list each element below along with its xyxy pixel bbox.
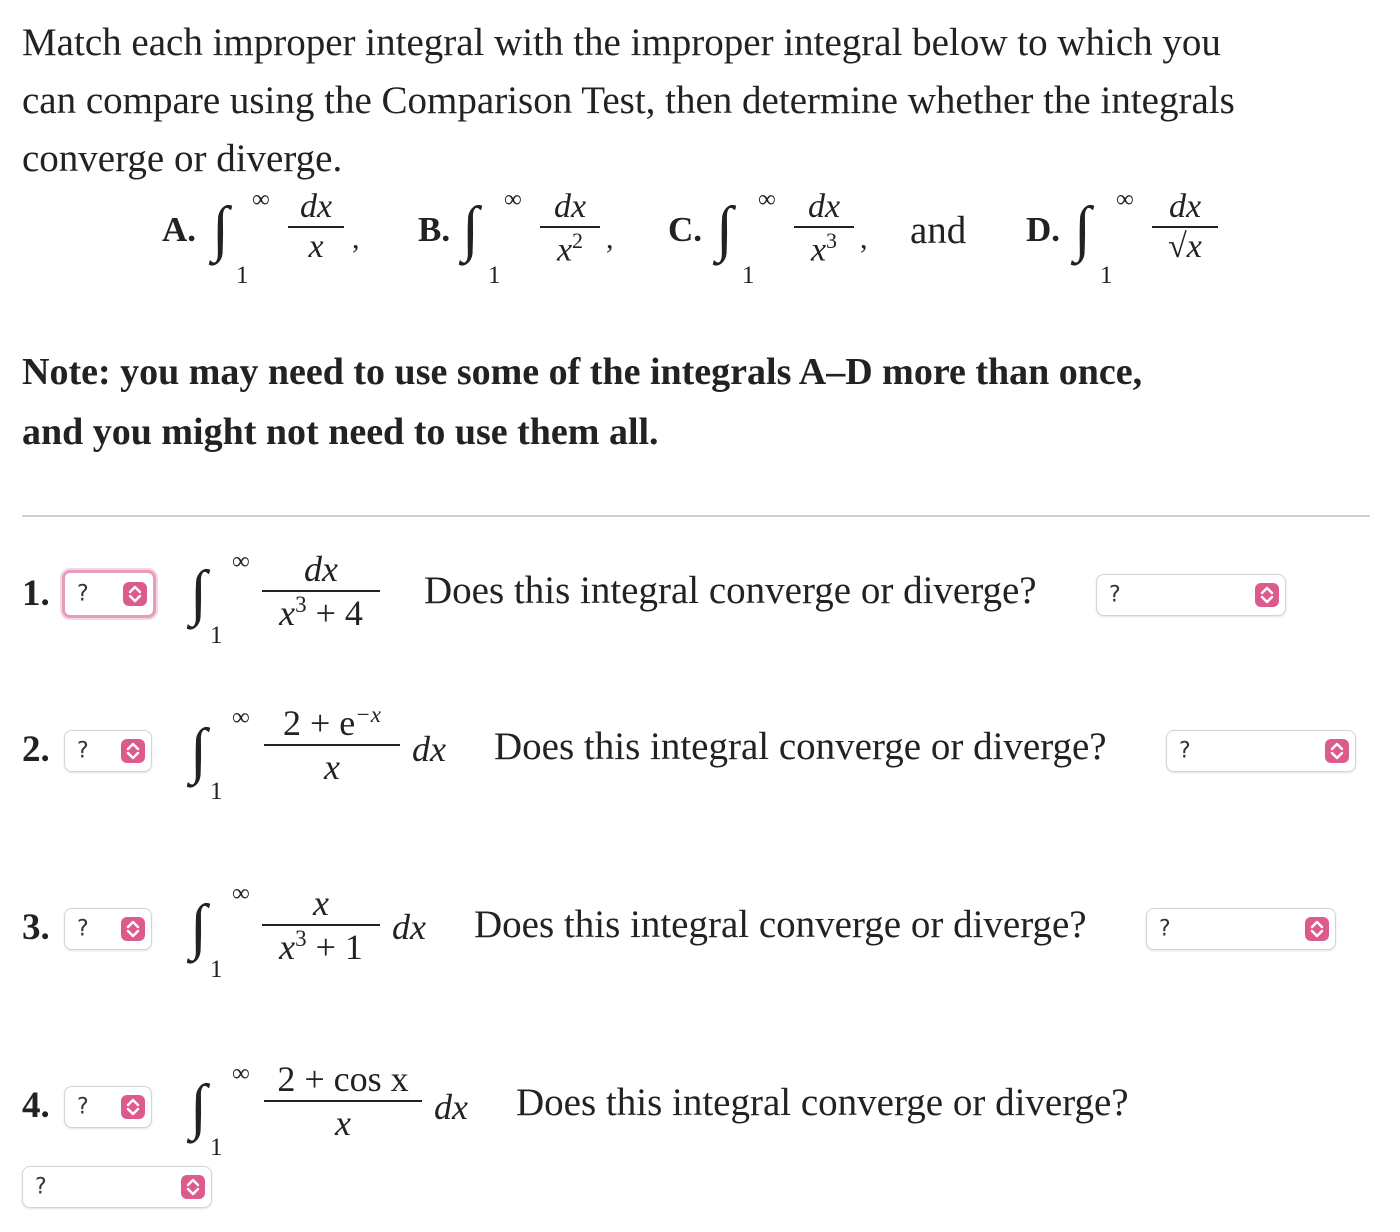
lower-limit: 1 [210,956,223,983]
integral-sign-d: ∫ [1074,195,1091,263]
note-line-2: and you might not need to use them all. [22,411,659,453]
select-value: ? [1159,916,1171,942]
upper-limit: ∞ [232,704,250,731]
match-select-4[interactable] [64,1086,152,1128]
denominator-c: $x^3$ [810,228,838,269]
integrand-fraction [264,702,400,788]
select-value: ? [77,581,89,607]
denominator: $x^3 + 1$ [279,926,363,967]
numerator: dx [304,549,338,589]
ref-label-b: B. [418,210,451,249]
upper-limit-b: ∞ [504,186,522,213]
question-number: 3. [22,907,50,948]
numerator-a: dx [299,188,333,225]
lower-limit: 1 [210,778,223,805]
separator-a: , [352,222,360,255]
converge-prompt: Does this integral converge or diverge? [516,1081,1129,1124]
instructions-line-1: Match each improper integral with the improper integral below to which you [22,21,1221,64]
converge-prompt: Does this integral converge or diverge? [494,725,1107,768]
lower-limit-c: 1 [742,262,755,289]
integrand-fraction [262,548,380,634]
fraction-a [288,188,344,266]
differential: dx [412,729,446,769]
exponent-b: 2 [572,228,584,253]
note-line-1: Note: you may need to use some of the integrals A–D more than once, [22,351,1143,393]
fraction-b [540,188,600,269]
lower-limit-d: 1 [1100,262,1113,289]
match-select-2[interactable] [64,730,152,772]
numerator-b: dx [553,188,587,225]
converge-prompt: Does this integral converge or diverge? [474,903,1087,946]
instructions [22,14,1372,188]
upper-limit: ∞ [232,880,250,907]
upper-limit-c: ∞ [758,186,776,213]
denominator: $x^3 + 4$ [279,592,363,633]
denominator: x [324,747,340,787]
chevron-up-down-icon [121,917,145,941]
differential: dx [434,1087,468,1127]
denominator: x [335,1103,351,1143]
denominator-d: √x [1168,228,1202,265]
select-value: ? [77,1094,89,1120]
integral-sign-b: ∫ [462,195,479,263]
lower-limit: 1 [210,1134,223,1161]
ref-label-d: D. [1026,210,1061,249]
select-value: ? [1109,582,1121,608]
fraction-c [794,188,854,269]
differential: dx [392,907,426,947]
integral-sign-a: ∫ [212,195,229,263]
converge-select-2[interactable] [1166,730,1356,772]
note [22,342,1372,462]
divider [22,515,1370,517]
separator-c: , [860,222,868,255]
chevron-up-down-icon [123,582,147,606]
match-select-3[interactable] [64,908,152,950]
upper-limit: ∞ [232,548,250,575]
exponent-c: 3 [826,228,838,253]
question-number: 2. [22,729,50,770]
separator-b: , [606,222,614,255]
lower-limit-b: 1 [488,262,501,289]
chevron-up-down-icon [121,739,145,763]
integral-sign: ∫ [190,1073,207,1141]
chevron-up-down-icon [1325,739,1349,763]
chevron-up-down-icon [181,1175,205,1199]
match-select-1[interactable] [62,570,156,618]
select-value: ? [1179,738,1191,764]
integrand-fraction [264,1058,422,1144]
lower-limit: 1 [210,622,223,649]
lower-limit-a: 1 [236,262,249,289]
converge-prompt: Does this integral converge or diverge? [424,569,1037,612]
denominator-a: x [308,228,324,265]
and-word: and [910,209,967,252]
ref-label-c: C. [668,210,703,249]
integral-sign: ∫ [190,559,207,627]
question-number: 1. [22,573,50,614]
integral-sign-c: ∫ [716,195,733,263]
numerator-d: dx [1168,188,1202,225]
integral-sign: ∫ [190,717,207,785]
chevron-up-down-icon [1305,917,1329,941]
numerator: $2 + e^{-x}$ [282,702,381,743]
converge-select-3[interactable] [1146,908,1336,950]
numerator: 2 + cos x [277,1059,409,1099]
fraction-d [1152,188,1218,266]
denominator-b: $x^2$ [556,228,584,269]
select-value: ? [77,916,89,942]
question-number: 4. [22,1085,50,1126]
converge-select-4[interactable] [22,1166,212,1208]
select-value: ? [77,738,89,764]
instructions-line-3: converge or diverge. [22,137,343,180]
integral-sign: ∫ [190,893,207,961]
numerator: x [313,883,329,923]
chevron-up-down-icon [121,1095,145,1119]
ref-label-a: A. [162,210,197,249]
upper-limit-a: ∞ [252,186,270,213]
upper-limit: ∞ [232,1060,250,1087]
integrand-fraction [262,882,380,968]
select-value: ? [35,1174,47,1200]
converge-select-1[interactable] [1096,574,1286,616]
numerator-c: dx [807,188,841,225]
chevron-up-down-icon [1255,583,1279,607]
instructions-line-2: can compare using the Comparison Test, then determine whether the integrals [22,79,1235,122]
upper-limit-d: ∞ [1116,186,1134,213]
